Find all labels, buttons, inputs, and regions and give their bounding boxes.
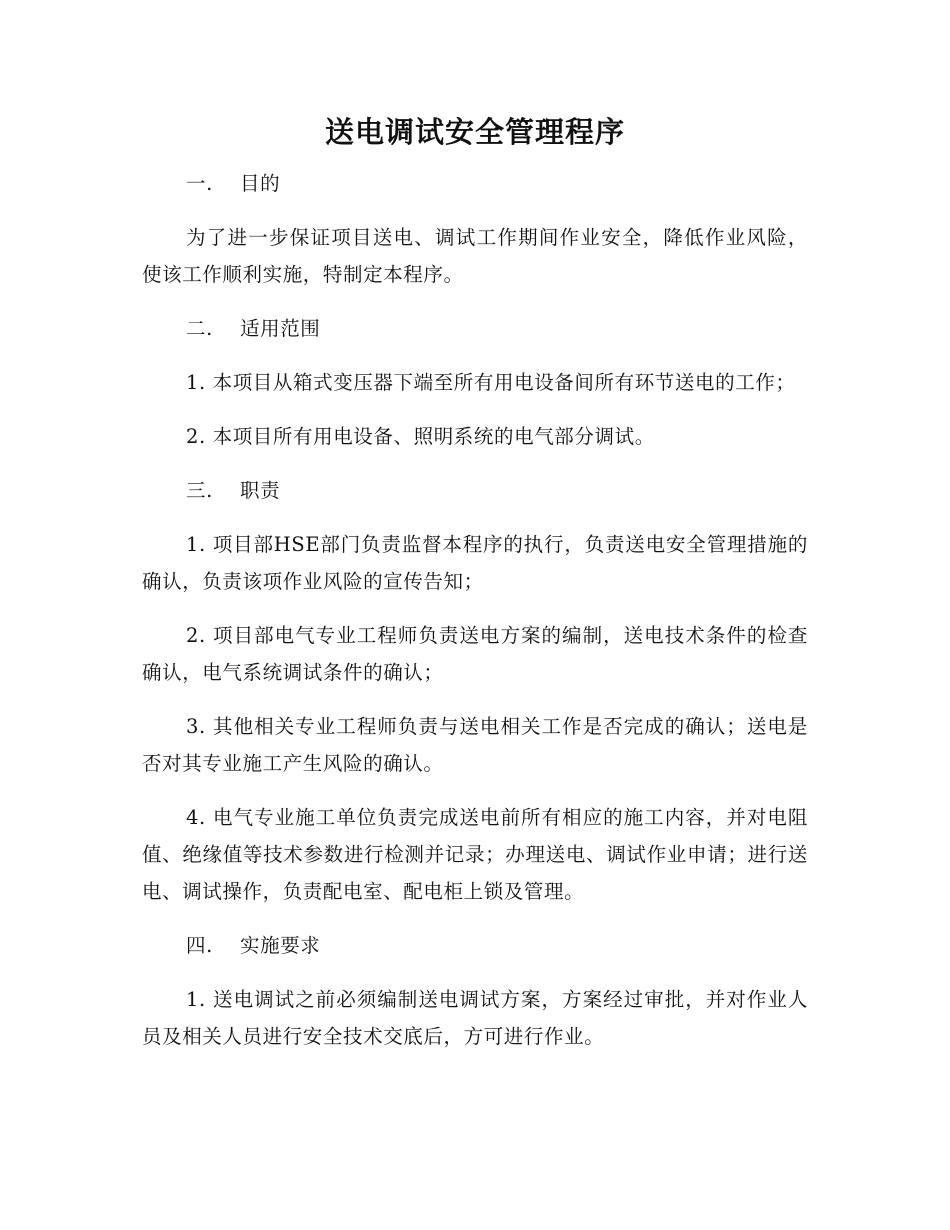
- list-item: 1. 本项目从箱式变压器下端至所有用电设备间所有环节送电的工作；: [186, 371, 796, 394]
- document-title: 送电调试安全管理程序: [324, 115, 625, 149]
- section-title: 职责: [240, 479, 281, 502]
- section-heading-requirements: [142, 927, 808, 964]
- section-heading-purpose: [142, 165, 808, 202]
- section-number: 三.: [186, 479, 213, 502]
- section-title: 目的: [240, 172, 281, 195]
- section-heading-responsibilities: [142, 472, 808, 509]
- list-item: 1. 送电调试之前必须编制送电调试方案，方案经过审批，并对作业人员及相关人员进行安全技术交底后，方可进行作业。: [142, 988, 808, 1048]
- section-title: 实施要求: [240, 934, 321, 957]
- list-item: 1. 项目部HSE部门负责监督本程序的执行，负责送电安全管理措施的确认，负责该项作业风险的宣传告知；: [142, 533, 808, 593]
- section-title: 适用范围: [240, 317, 321, 340]
- section-number: 一.: [186, 172, 213, 195]
- section-number: 二.: [186, 317, 213, 340]
- section-heading-scope: [142, 310, 808, 347]
- list-item: 2. 项目部电气专业工程师负责送电方案的编制，送电技术条件的检查确认，电气系统调试条件的确认；: [142, 624, 808, 684]
- list-item: 2. 本项目所有用电设备、照明系统的电气部分调试。: [186, 425, 655, 448]
- section-number: 四.: [186, 934, 213, 957]
- list-item: 4. 电气专业施工单位负责完成送电前所有相应的施工内容，并对电阻值、绝缘值等技术参数进行检测并记录；办理送电、调试作业申请；进行送电、调试操作，负责配电室、配电柜上锁及管理。: [142, 806, 808, 903]
- document-body: [142, 165, 808, 1072]
- paragraph: 为了进一步保证项目送电、调试工作期间作业安全，降低作业风险，使该工作顺利实施，特制定本程序。: [142, 226, 808, 286]
- list-item: 3. 其他相关专业工程师负责与送电相关工作是否完成的确认；送电是否对其专业施工产生风险的确认。: [142, 715, 808, 775]
